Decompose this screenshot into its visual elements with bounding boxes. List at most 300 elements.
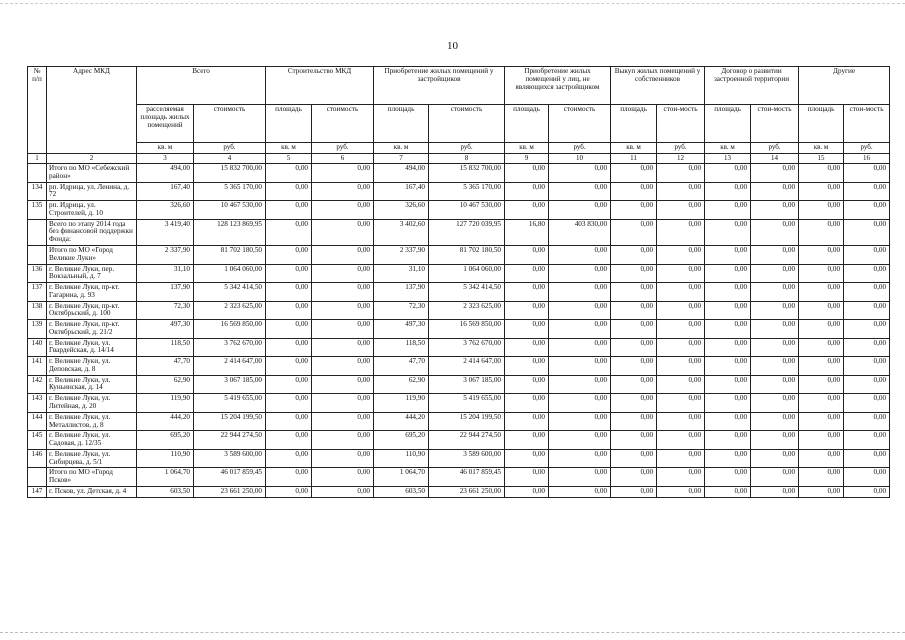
value-cell: 0,00 (266, 431, 312, 450)
value-cell: 10 467 530,00 (429, 201, 505, 220)
value-cell: 3 589 600,00 (429, 449, 505, 468)
value-cell: 0,00 (844, 264, 890, 283)
value-cell: 0,00 (611, 182, 657, 201)
value-cell: 0,00 (611, 431, 657, 450)
column-number-cell: 5 (266, 153, 312, 164)
value-cell: 3 067 185,00 (194, 375, 266, 394)
row-address: г. Великие Луки, ул. Литейная, д. 20 (47, 394, 137, 413)
value-cell: 0,00 (312, 357, 374, 376)
value-cell: 0,00 (549, 201, 611, 220)
value-cell: 5 365 170,00 (429, 182, 505, 201)
row-number: 145 (28, 431, 47, 450)
value-cell: 15 204 199,50 (429, 412, 505, 431)
value-cell: 2 323 625,00 (429, 301, 505, 320)
value-cell: 603,50 (374, 486, 429, 497)
row-address: г. Великие Луки, ул. Куньинская, д. 14 (47, 375, 137, 394)
table-row (28, 301, 890, 320)
value-cell: 695,20 (374, 431, 429, 450)
value-cell: 128 123 869,95 (194, 219, 266, 245)
value-cell: 0,00 (705, 182, 751, 201)
column-number-cell: 2 (47, 153, 137, 164)
value-cell: 0,00 (312, 375, 374, 394)
unit-cell: руб. (751, 143, 799, 154)
value-cell: 0,00 (844, 412, 890, 431)
value-cell: 2 337,90 (374, 245, 429, 264)
value-cell: 0,00 (549, 320, 611, 339)
value-cell: 23 661 250,00 (194, 486, 266, 497)
value-cell: 603,50 (137, 486, 194, 497)
value-cell: 0,00 (611, 468, 657, 487)
value-cell: 0,00 (705, 468, 751, 487)
value-cell: 0,00 (657, 375, 705, 394)
subheader-cost: стоимость (549, 105, 611, 143)
value-cell: 72,30 (137, 301, 194, 320)
row-number: 134 (28, 182, 47, 201)
unit-cell: руб. (429, 143, 505, 154)
value-cell: 167,40 (374, 182, 429, 201)
value-cell: 0,00 (751, 301, 799, 320)
table-row (28, 320, 890, 339)
unit-cell: кв. м (705, 143, 751, 154)
value-cell: 444,20 (137, 412, 194, 431)
subheader-area: площадь (374, 105, 429, 143)
subheader-area: площадь (611, 105, 657, 143)
value-cell: 0,00 (505, 431, 549, 450)
value-cell: 0,00 (266, 412, 312, 431)
value-cell: 0,00 (611, 283, 657, 302)
row-number (28, 164, 47, 183)
row-number: 141 (28, 357, 47, 376)
value-cell: 0,00 (751, 468, 799, 487)
value-cell: 0,00 (657, 219, 705, 245)
value-cell: 2 323 625,00 (194, 301, 266, 320)
value-cell: 0,00 (505, 320, 549, 339)
unit-cell: кв. м (611, 143, 657, 154)
value-cell: 0,00 (549, 338, 611, 357)
value-cell: 0,00 (705, 431, 751, 450)
value-cell: 0,00 (657, 338, 705, 357)
subheader-area: площадь (505, 105, 549, 143)
value-cell: 0,00 (844, 357, 890, 376)
value-cell: 5 342 414,50 (429, 283, 505, 302)
value-cell: 0,00 (844, 182, 890, 201)
table-row (28, 245, 890, 264)
value-cell: 0,00 (549, 412, 611, 431)
value-cell: 0,00 (657, 468, 705, 487)
value-cell: 0,00 (505, 449, 549, 468)
value-cell: 0,00 (312, 283, 374, 302)
column-number-cell: 3 (137, 153, 194, 164)
header-purchase-non-developers: Приобретение жилых помещений у лиц, не являющихся застройщиком (505, 67, 611, 105)
value-cell: 0,00 (799, 375, 844, 394)
value-cell: 0,00 (751, 245, 799, 264)
value-cell: 0,00 (844, 486, 890, 497)
page-top-edge (0, 3, 905, 4)
value-cell: 15 832 700,00 (429, 164, 505, 183)
value-cell: 0,00 (549, 182, 611, 201)
value-cell: 110,90 (374, 449, 429, 468)
column-number-cell: 15 (799, 153, 844, 164)
value-cell: 31,10 (374, 264, 429, 283)
value-cell: 0,00 (266, 182, 312, 201)
value-cell: 0,00 (799, 164, 844, 183)
value-cell: 0,00 (611, 201, 657, 220)
value-cell: 0,00 (312, 412, 374, 431)
value-cell: 0,00 (799, 245, 844, 264)
value-cell: 0,00 (657, 264, 705, 283)
value-cell: 0,00 (844, 449, 890, 468)
value-cell: 0,00 (751, 219, 799, 245)
column-number-cell: 7 (374, 153, 429, 164)
value-cell: 0,00 (312, 245, 374, 264)
unit-cell: руб. (312, 143, 374, 154)
value-cell: 2 414 647,00 (194, 357, 266, 376)
value-cell: 0,00 (799, 219, 844, 245)
unit-cell: кв. м (799, 143, 844, 154)
value-cell: 0,00 (611, 338, 657, 357)
value-cell: 0,00 (505, 486, 549, 497)
value-cell: 0,00 (799, 301, 844, 320)
value-cell: 0,00 (705, 301, 751, 320)
value-cell: 0,00 (751, 164, 799, 183)
value-cell: 5 419 655,00 (429, 394, 505, 413)
unit-cell: кв. м (266, 143, 312, 154)
value-cell: 0,00 (705, 449, 751, 468)
value-cell: 0,00 (549, 245, 611, 264)
value-cell: 0,00 (751, 486, 799, 497)
value-cell: 0,00 (312, 320, 374, 339)
table-row (28, 431, 890, 450)
value-cell: 0,00 (266, 486, 312, 497)
row-address: г. Псков, ул. Детская, д. 4 (47, 486, 137, 497)
table-row (28, 357, 890, 376)
value-cell: 0,00 (705, 375, 751, 394)
value-cell: 0,00 (505, 182, 549, 201)
page-number: 10 (447, 40, 458, 52)
row-number: 135 (28, 201, 47, 220)
value-cell: 47,70 (137, 357, 194, 376)
row-address: г. Великие Луки, ул. Сибирцева, д. 5/1 (47, 449, 137, 468)
value-cell: 0,00 (312, 301, 374, 320)
row-address: Итого по МО «Город Псков» (47, 468, 137, 487)
value-cell: 0,00 (611, 219, 657, 245)
value-cell: 0,00 (657, 449, 705, 468)
value-cell: 0,00 (505, 357, 549, 376)
value-cell: 0,00 (549, 449, 611, 468)
value-cell: 0,00 (844, 468, 890, 487)
value-cell: 0,00 (312, 164, 374, 183)
value-cell: 326,60 (374, 201, 429, 220)
subheader-area: площадь (266, 105, 312, 143)
value-cell: 0,00 (657, 201, 705, 220)
value-cell: 0,00 (844, 320, 890, 339)
value-cell: 0,00 (611, 412, 657, 431)
subheader-cost: стоимость (312, 105, 374, 143)
value-cell: 0,00 (705, 264, 751, 283)
value-cell: 0,00 (844, 394, 890, 413)
value-cell: 0,00 (751, 449, 799, 468)
value-cell: 3 402,60 (374, 219, 429, 245)
value-cell: 0,00 (799, 449, 844, 468)
value-cell: 0,00 (505, 412, 549, 431)
value-cell: 62,90 (374, 375, 429, 394)
value-cell: 0,00 (705, 164, 751, 183)
value-cell: 167,40 (137, 182, 194, 201)
value-cell: 0,00 (549, 164, 611, 183)
value-cell: 16 569 850,00 (194, 320, 266, 339)
table-row (28, 201, 890, 220)
value-cell: 2 337,90 (137, 245, 194, 264)
value-cell: 494,00 (374, 164, 429, 183)
value-cell: 0,00 (266, 338, 312, 357)
subheader-area: площадь (705, 105, 751, 143)
row-number: 143 (28, 394, 47, 413)
value-cell: 118,50 (374, 338, 429, 357)
table-row (28, 449, 890, 468)
table-row (28, 486, 890, 497)
value-cell: 0,00 (266, 357, 312, 376)
value-cell: 0,00 (266, 219, 312, 245)
value-cell: 119,90 (137, 394, 194, 413)
value-cell: 0,00 (751, 320, 799, 339)
value-cell: 0,00 (312, 182, 374, 201)
value-cell: 0,00 (549, 357, 611, 376)
value-cell: 0,00 (266, 201, 312, 220)
unit-cell: кв. м (505, 143, 549, 154)
value-cell: 5 365 170,00 (194, 182, 266, 201)
row-number: 144 (28, 412, 47, 431)
subheader-cost-hyphenated: стои-мость (844, 105, 890, 143)
value-cell: 22 944 274,50 (429, 431, 505, 450)
value-cell: 0,00 (549, 283, 611, 302)
value-cell: 46 017 859,45 (194, 468, 266, 487)
unit-cell: руб. (657, 143, 705, 154)
row-address: г. Великие Луки, пр-кт. Октябрьский, д. 100 (47, 301, 137, 320)
column-number-cell: 16 (844, 153, 890, 164)
value-cell: 0,00 (705, 394, 751, 413)
value-cell: 0,00 (266, 164, 312, 183)
value-cell: 0,00 (611, 301, 657, 320)
row-number (28, 468, 47, 487)
value-cell: 1 064 060,00 (429, 264, 505, 283)
value-cell: 1 064,70 (137, 468, 194, 487)
value-cell: 0,00 (705, 283, 751, 302)
table-row (28, 412, 890, 431)
value-cell: 3 762 670,00 (194, 338, 266, 357)
value-cell: 81 702 180,50 (194, 245, 266, 264)
value-cell: 0,00 (657, 301, 705, 320)
value-cell: 0,00 (799, 201, 844, 220)
value-cell: 0,00 (611, 357, 657, 376)
value-cell: 0,00 (799, 357, 844, 376)
row-address: г. Великие Луки, ул. Гвардейская, д. 14/14 (47, 338, 137, 357)
value-cell: 0,00 (266, 283, 312, 302)
table-row (28, 182, 890, 201)
value-cell: 16,80 (505, 219, 549, 245)
header-construction: Строительство МКД (266, 67, 374, 105)
value-cell: 0,00 (611, 320, 657, 339)
value-cell: 0,00 (844, 301, 890, 320)
column-number-cell: 8 (429, 153, 505, 164)
value-cell: 0,00 (657, 357, 705, 376)
value-cell: 3 067 185,00 (429, 375, 505, 394)
row-address: г. Великие Луки, пр-кт. Октябрьский, д. 21/2 (47, 320, 137, 339)
table-row (28, 164, 890, 183)
value-cell: 5 342 414,50 (194, 283, 266, 302)
unit-cell: руб. (844, 143, 890, 154)
value-cell: 0,00 (312, 201, 374, 220)
row-address: Итого по МО «Город Великие Луки» (47, 245, 137, 264)
row-address: Итого по МО «Себежский район» (47, 164, 137, 183)
value-cell: 0,00 (505, 301, 549, 320)
value-cell: 3 419,40 (137, 219, 194, 245)
value-cell: 47,70 (374, 357, 429, 376)
row-number: 139 (28, 320, 47, 339)
value-cell: 0,00 (266, 394, 312, 413)
value-cell: 497,30 (137, 320, 194, 339)
value-cell: 444,20 (374, 412, 429, 431)
value-cell: 0,00 (312, 394, 374, 413)
value-cell: 72,30 (374, 301, 429, 320)
value-cell: 0,00 (844, 164, 890, 183)
value-cell: 137,90 (374, 283, 429, 302)
value-cell: 0,00 (611, 164, 657, 183)
column-number-cell: 6 (312, 153, 374, 164)
column-number-cell: 12 (657, 153, 705, 164)
value-cell: 0,00 (266, 375, 312, 394)
value-cell: 0,00 (705, 245, 751, 264)
value-cell: 62,90 (137, 375, 194, 394)
table-row (28, 394, 890, 413)
header-buyout: Выкуп жилых помещений у собственников (611, 67, 705, 105)
value-cell: 0,00 (799, 283, 844, 302)
value-cell: 0,00 (549, 486, 611, 497)
value-cell: 0,00 (266, 468, 312, 487)
row-number (28, 219, 47, 245)
value-cell: 0,00 (266, 264, 312, 283)
value-cell: 497,30 (374, 320, 429, 339)
value-cell: 0,00 (312, 264, 374, 283)
row-number: 142 (28, 375, 47, 394)
value-cell: 0,00 (751, 264, 799, 283)
value-cell: 0,00 (751, 357, 799, 376)
subheader-cost: стоимость (429, 105, 505, 143)
value-cell: 22 944 274,50 (194, 431, 266, 450)
value-cell: 119,90 (374, 394, 429, 413)
value-cell: 46 017 859,45 (429, 468, 505, 487)
value-cell: 0,00 (657, 394, 705, 413)
value-cell: 0,00 (549, 264, 611, 283)
value-cell: 0,00 (799, 338, 844, 357)
value-cell: 0,00 (751, 375, 799, 394)
header-purchase-developers: Приобретение жилых помещений у застройщиков (374, 67, 505, 105)
value-cell: 0,00 (505, 245, 549, 264)
row-number: 147 (28, 486, 47, 497)
value-cell: 0,00 (705, 412, 751, 431)
header-no: № п/п (28, 67, 47, 154)
value-cell: 0,00 (266, 245, 312, 264)
value-cell: 0,00 (611, 264, 657, 283)
value-cell: 0,00 (844, 283, 890, 302)
value-cell: 127 720 039,95 (429, 219, 505, 245)
value-cell: 0,00 (505, 283, 549, 302)
value-cell: 0,00 (312, 486, 374, 497)
value-cell: 0,00 (266, 449, 312, 468)
value-cell: 0,00 (657, 182, 705, 201)
value-cell: 0,00 (751, 283, 799, 302)
value-cell: 0,00 (312, 219, 374, 245)
resettlement-table (27, 66, 890, 498)
value-cell: 0,00 (844, 201, 890, 220)
header-other: Другие (799, 67, 890, 105)
row-address: г. Великие Луки, пер. Вокзальный, д. 7 (47, 264, 137, 283)
column-number-cell: 10 (549, 153, 611, 164)
value-cell: 695,20 (137, 431, 194, 450)
column-numbers-row (28, 153, 890, 164)
value-cell: 0,00 (657, 283, 705, 302)
value-cell: 16 569 850,00 (429, 320, 505, 339)
subheader-area: площадь (799, 105, 844, 143)
value-cell: 0,00 (751, 394, 799, 413)
value-cell: 0,00 (266, 301, 312, 320)
table-row (28, 338, 890, 357)
value-cell: 31,10 (137, 264, 194, 283)
value-cell: 0,00 (505, 164, 549, 183)
value-cell: 0,00 (312, 449, 374, 468)
value-cell: 118,50 (137, 338, 194, 357)
value-cell: 0,00 (751, 412, 799, 431)
row-number: 146 (28, 449, 47, 468)
column-number-cell: 1 (28, 153, 47, 164)
value-cell: 0,00 (657, 431, 705, 450)
unit-cell: руб. (194, 143, 266, 154)
value-cell: 0,00 (549, 394, 611, 413)
value-cell: 0,00 (844, 431, 890, 450)
row-address: г. Великие Луки, ул. Металлистов, д. 8 (47, 412, 137, 431)
page-bottom-edge (0, 632, 905, 633)
subheader-cost-hyphenated: стои-мость (751, 105, 799, 143)
value-cell: 0,00 (505, 201, 549, 220)
value-cell: 2 414 647,00 (429, 357, 505, 376)
value-cell: 15 832 700,00 (194, 164, 266, 183)
table-row (28, 283, 890, 302)
row-number (28, 245, 47, 264)
value-cell: 0,00 (799, 468, 844, 487)
value-cell: 0,00 (799, 320, 844, 339)
value-cell: 0,00 (312, 468, 374, 487)
value-cell: 0,00 (751, 182, 799, 201)
row-address: г. Великие Луки, ул. Деповская, д. 8 (47, 357, 137, 376)
value-cell: 0,00 (611, 449, 657, 468)
row-address: рп. Идрица, ул. Ленина, д. 72 (47, 182, 137, 201)
value-cell: 0,00 (611, 394, 657, 413)
row-address: Всего по этапу 2014 года без финансовой поддержки Фонда: (47, 219, 137, 245)
value-cell: 0,00 (266, 320, 312, 339)
value-cell: 0,00 (844, 245, 890, 264)
value-cell: 0,00 (705, 338, 751, 357)
value-cell: 0,00 (657, 320, 705, 339)
unit-cell: кв. м (137, 143, 194, 154)
value-cell: 5 419 655,00 (194, 394, 266, 413)
value-cell: 0,00 (799, 486, 844, 497)
column-number-cell: 11 (611, 153, 657, 164)
row-address: рп. Идрица, ул. Строителей, д. 10 (47, 201, 137, 220)
value-cell: 0,00 (611, 486, 657, 497)
value-cell: 23 661 250,00 (429, 486, 505, 497)
value-cell: 81 702 180,50 (429, 245, 505, 264)
value-cell: 0,00 (549, 301, 611, 320)
value-cell: 0,00 (505, 394, 549, 413)
